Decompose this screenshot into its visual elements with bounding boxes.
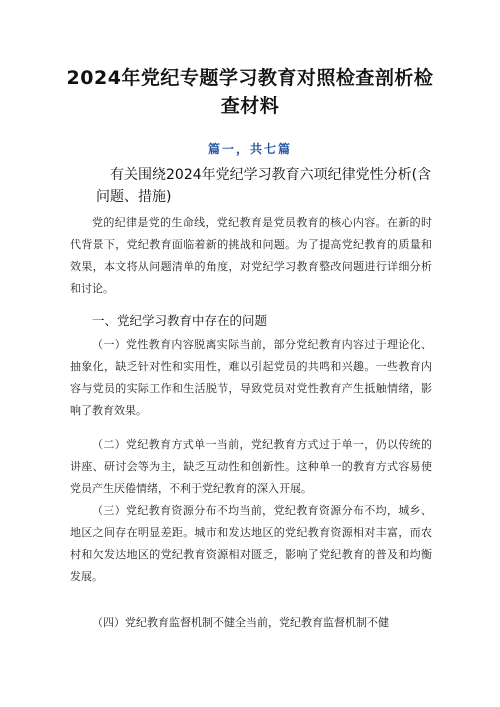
document-title: 2024年党纪专题学习教育对照检查剖析检查材料	[66, 67, 434, 117]
intro-paragraph: 党的纪律是党的生命线，党纪教育是党员教育的核心内容。在新的时代背景下，党纪教育面临着新的挑战和问题。为了提高党纪教育的质量和效果，本文将从问题清单的角度，对党纪学习教育整改问题进行详细分析和讨论。	[70, 216, 432, 295]
section-label: 篇一，共七篇	[207, 142, 292, 156]
section-heading: 一、党纪学习教育中存在的问题	[92, 313, 268, 328]
problem-item-1: （一）党性教育内容脱离实际当前，部分党纪教育内容过于理论化、抽象化，缺乏针对性和实用性，难以引起党员的共鸣和兴趣。一些教育内容与党员的实际工作和生活脱节，导致党员对党性教育产生抵触情绪，影响了教育效果。	[70, 338, 432, 417]
problem-item-3: （三）党纪教育资源分布不均当前，党纪教育资源分布不均，城乡、地区之间存在明显差距。城市和发达地区的党纪教育资源相对丰富，而农村和欠发达地区的党纪教育资源相对匮乏，影响了党纪教育的普及和均衡发展。	[70, 504, 432, 583]
problem-item-2: （二）党纪教育方式单一当前，党纪教育方式过于单一，仍以传统的讲座、研讨会等为主，缺乏互动性和创新性。这种单一的教育方式容易使党员产生厌倦情绪，不利于党纪教育的深入开展。	[70, 438, 432, 495]
problem-item-4: （四）党纪教育监督机制不健全当前，党纪教育监督机制不健	[92, 616, 389, 629]
article-title: 有关围绕2024年党纪学习教育六项纪律党性分析(含问题、措施)	[96, 167, 432, 205]
